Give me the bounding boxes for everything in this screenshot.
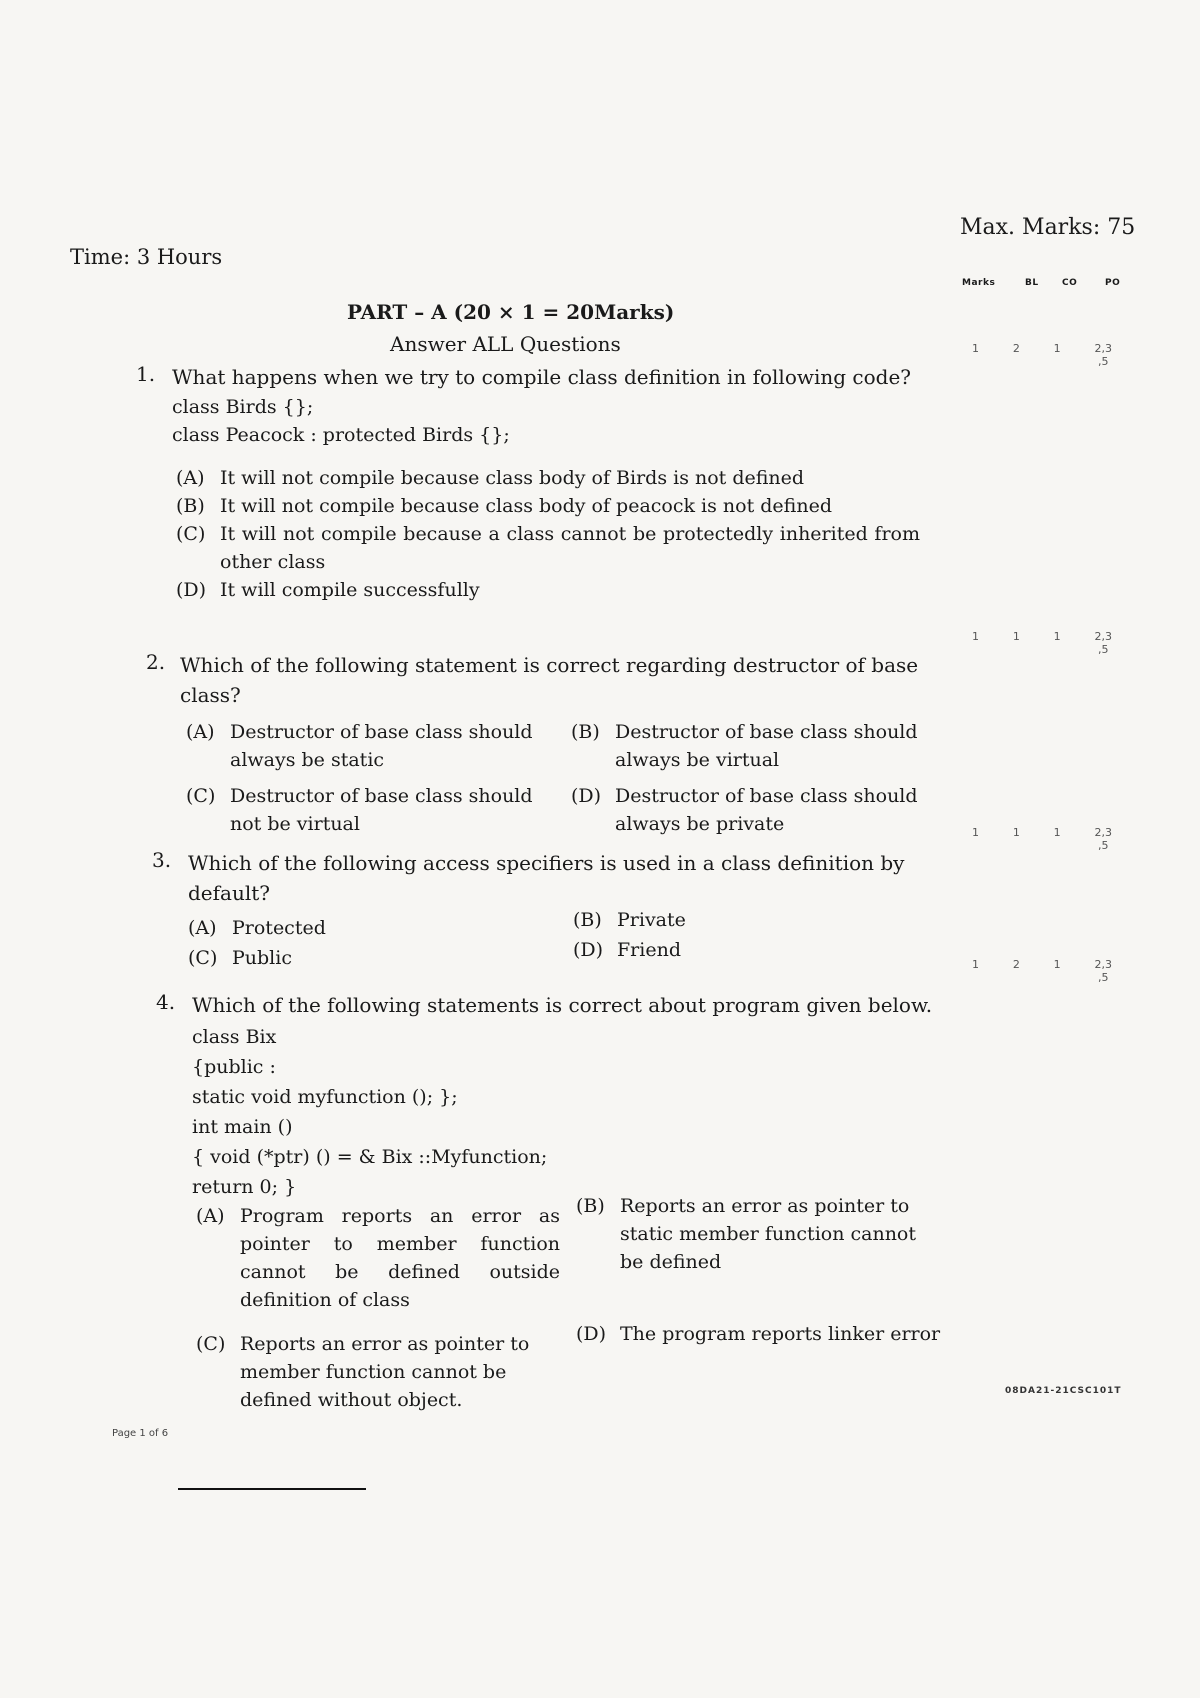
code-line: int main () (192, 1116, 293, 1138)
option: (C) Public (188, 947, 292, 969)
bl: 1 (1012, 630, 1020, 643)
instruction: Answer ALL Questions (390, 332, 621, 356)
co: 1 (1053, 826, 1061, 839)
question-number: 1. (136, 362, 156, 386)
paper-code: 08DA21-21CSC101T (1005, 1386, 1122, 1396)
marks: 1 (972, 342, 979, 355)
part-title: PART – A (20 × 1 = 20Marks) (347, 300, 675, 324)
option: (A) It will not compile because class body of Birds is not defined (176, 467, 805, 489)
option: (B) Reports an error as pointer to static member function cannot be defined (576, 1195, 917, 1273)
question-text: Which of the following statements is correct about program given below. (192, 993, 933, 1017)
marks: 1 (972, 630, 979, 643)
code-line: { void (*ptr) () = & Bix ::Myfunction; (192, 1146, 548, 1168)
bl: 2 (1012, 958, 1020, 971)
col-head-co: CO (1062, 278, 1078, 288)
question-number: 4. (156, 990, 176, 1014)
po: 2,3 ,5 (1094, 958, 1112, 984)
question-1 (136, 362, 936, 604)
code-line: class Bix (192, 1026, 277, 1048)
question-text: Which of the following statement is correct regarding destructor of base class? (180, 653, 919, 707)
col-head-bl: BL (1025, 278, 1039, 288)
option: (D) The program reports linker error (576, 1323, 941, 1345)
question-3 (152, 848, 952, 978)
code-line: {public : (192, 1056, 276, 1078)
po: 2,3 ,5 (1094, 630, 1112, 656)
question-3-meta (972, 826, 1112, 852)
option: (D) Destructor of base class should always be private (571, 785, 918, 835)
option: (B) Destructor of base class should always be virtual (571, 721, 918, 771)
po: 2,3 ,5 (1094, 342, 1112, 368)
option: (A) Protected (188, 917, 326, 939)
co: 1 (1053, 958, 1061, 971)
bl: 2 (1012, 342, 1020, 355)
question-4 (156, 990, 956, 1412)
question-text: Which of the following access specifiers is used in a class definition by default? (188, 851, 905, 905)
code-line: return 0; } (192, 1176, 297, 1198)
max-marks: Max. Marks: 75 (960, 215, 1136, 240)
question-2-meta (972, 630, 1112, 656)
code-line: static void myfunction (); }; (192, 1086, 458, 1108)
option: (D) It will compile successfully (176, 579, 480, 601)
question-number: 3. (152, 848, 172, 872)
page-number: Page 1 of 6 (112, 1428, 169, 1439)
question-number: 2. (146, 650, 166, 674)
bottom-rule (178, 1488, 366, 1490)
co: 1 (1053, 630, 1061, 643)
code-line: class Birds {}; (172, 396, 314, 418)
question-text: What happens when we try to compile class definition in following code? (172, 365, 912, 389)
marks: 1 (972, 958, 979, 971)
question-2 (146, 650, 956, 848)
option: (C) It will not compile because a class cannot be protectedly inherited from other class (176, 523, 920, 573)
option: (C) Destructor of base class should not be virtual (186, 785, 533, 835)
question-1-meta (972, 342, 1112, 368)
time-allowed: Time: 3 Hours (70, 245, 223, 269)
option: (B) Private (573, 909, 686, 931)
option: (A) Destructor of base class should always be static (186, 721, 533, 771)
option: (A) Program reports an error as pointer to member function cannot be defined outside definition of class (196, 1205, 560, 1311)
col-head-marks: Marks (962, 278, 996, 288)
question-4-meta (972, 958, 1112, 984)
code-line: class Peacock : protected Birds {}; (172, 424, 510, 446)
option: (C) Reports an error as pointer to member function cannot be defined without object. (196, 1333, 530, 1411)
co: 1 (1053, 342, 1061, 355)
col-head-po: PO (1105, 278, 1121, 288)
option: (B) It will not compile because class body of peacock is not defined (176, 495, 832, 517)
po: 2,3 ,5 (1094, 826, 1112, 852)
bl: 1 (1012, 826, 1020, 839)
option: (D) Friend (573, 939, 681, 961)
marks: 1 (972, 826, 979, 839)
